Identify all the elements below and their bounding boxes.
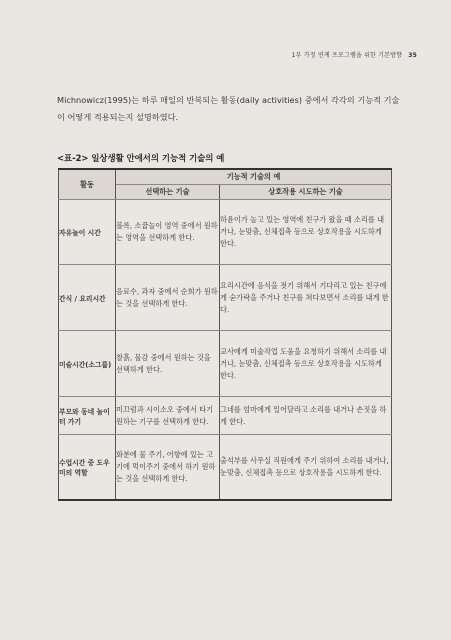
header-select-skill: 선택하는 기술 [116, 185, 220, 200]
skills-table [58, 168, 392, 501]
header-activity: 활동 [59, 169, 116, 200]
interaction-skill-cell: 요리시간에 음식을 젓기 위해서 기다리고 있는 친구에게 숟가락을 주거나 친구를 쳐다보면서 소리를 내게 한다. [220, 265, 392, 331]
table-row [59, 435, 392, 500]
interaction-skill-cell: 그네를 엄마에게 밀어달라고 소리를 내거나 손짓을 하게 한다. [220, 397, 392, 435]
header-title: 1부 가정 연계 프로그램을 위한 기본방향 [291, 52, 403, 59]
activity-cell: 자유놀이 시간 [59, 200, 116, 265]
select-skill-cell: 찰흙, 물감 중에서 원하는 것을 선택하게 한다. [116, 331, 220, 397]
activity-cell: 부모와 동네 놀이터 가기 [59, 397, 116, 435]
running-header [292, 50, 417, 59]
table-row [59, 265, 392, 331]
intro-paragraph: Michnowicz(1995)는 하루 매일의 반복되는 활동(daily activities) 중에서 각각의 기능적 기술이 어떻게 적용되는지 설명하였다. [57, 95, 400, 122]
select-skill-cell: 미끄럼과 시이소오 중에서 타기 원하는 기구를 선택하게 한다. [116, 397, 220, 435]
page-number: 35 [408, 52, 417, 59]
interaction-skill-cell: 출석부를 사무실 직원에게 주기 위하여 소리를 내거나, 눈맞춤, 신체접촉 등으로 상호작용을 시도하게 한다. [220, 435, 392, 500]
activity-cell: 수업시간 중 도우미의 역할 [59, 435, 116, 500]
header-interaction-skill: 상호작용 시도하는 기술 [220, 185, 392, 200]
activity-cell: 미술시간(소그룹) [59, 331, 116, 397]
select-skill-cell: 블록, 소꿉놀이 영역 중에서 원하는 영역을 선택하게 한다. [116, 200, 220, 265]
activity-cell: 간식 / 요리시간 [59, 265, 116, 331]
select-skill-cell: 화분에 물 주기, 어항에 있는 고기에 먹이주기 중에서 하기 원하는 것을 선택하게 한다. [116, 435, 220, 500]
table-row [59, 200, 392, 265]
header-skill-group: 기능적 기술의 예 [116, 169, 392, 185]
table-caption: <표-2> 일상생활 안에서의 기능적 기술의 예 [57, 153, 225, 163]
select-skill-cell: 음료수, 과자 중에서 순희가 원하는 것을 선택하게 한다. [116, 265, 220, 331]
interaction-skill-cell: 교사에게 미술작업 도움을 요청하기 위해서 소리를 내거나, 눈맞춤, 신체접촉 등으로 상호작용을 시도하게 한다. [220, 331, 392, 397]
table-row [59, 397, 392, 435]
interaction-skill-cell: 하윤이가 놀고 있는 영역에 친구가 왔을 때 소리를 내거나, 눈맞춤, 신체접촉 등으로 상호작용을 시도하게 한다. [220, 200, 392, 265]
table-row [59, 331, 392, 397]
